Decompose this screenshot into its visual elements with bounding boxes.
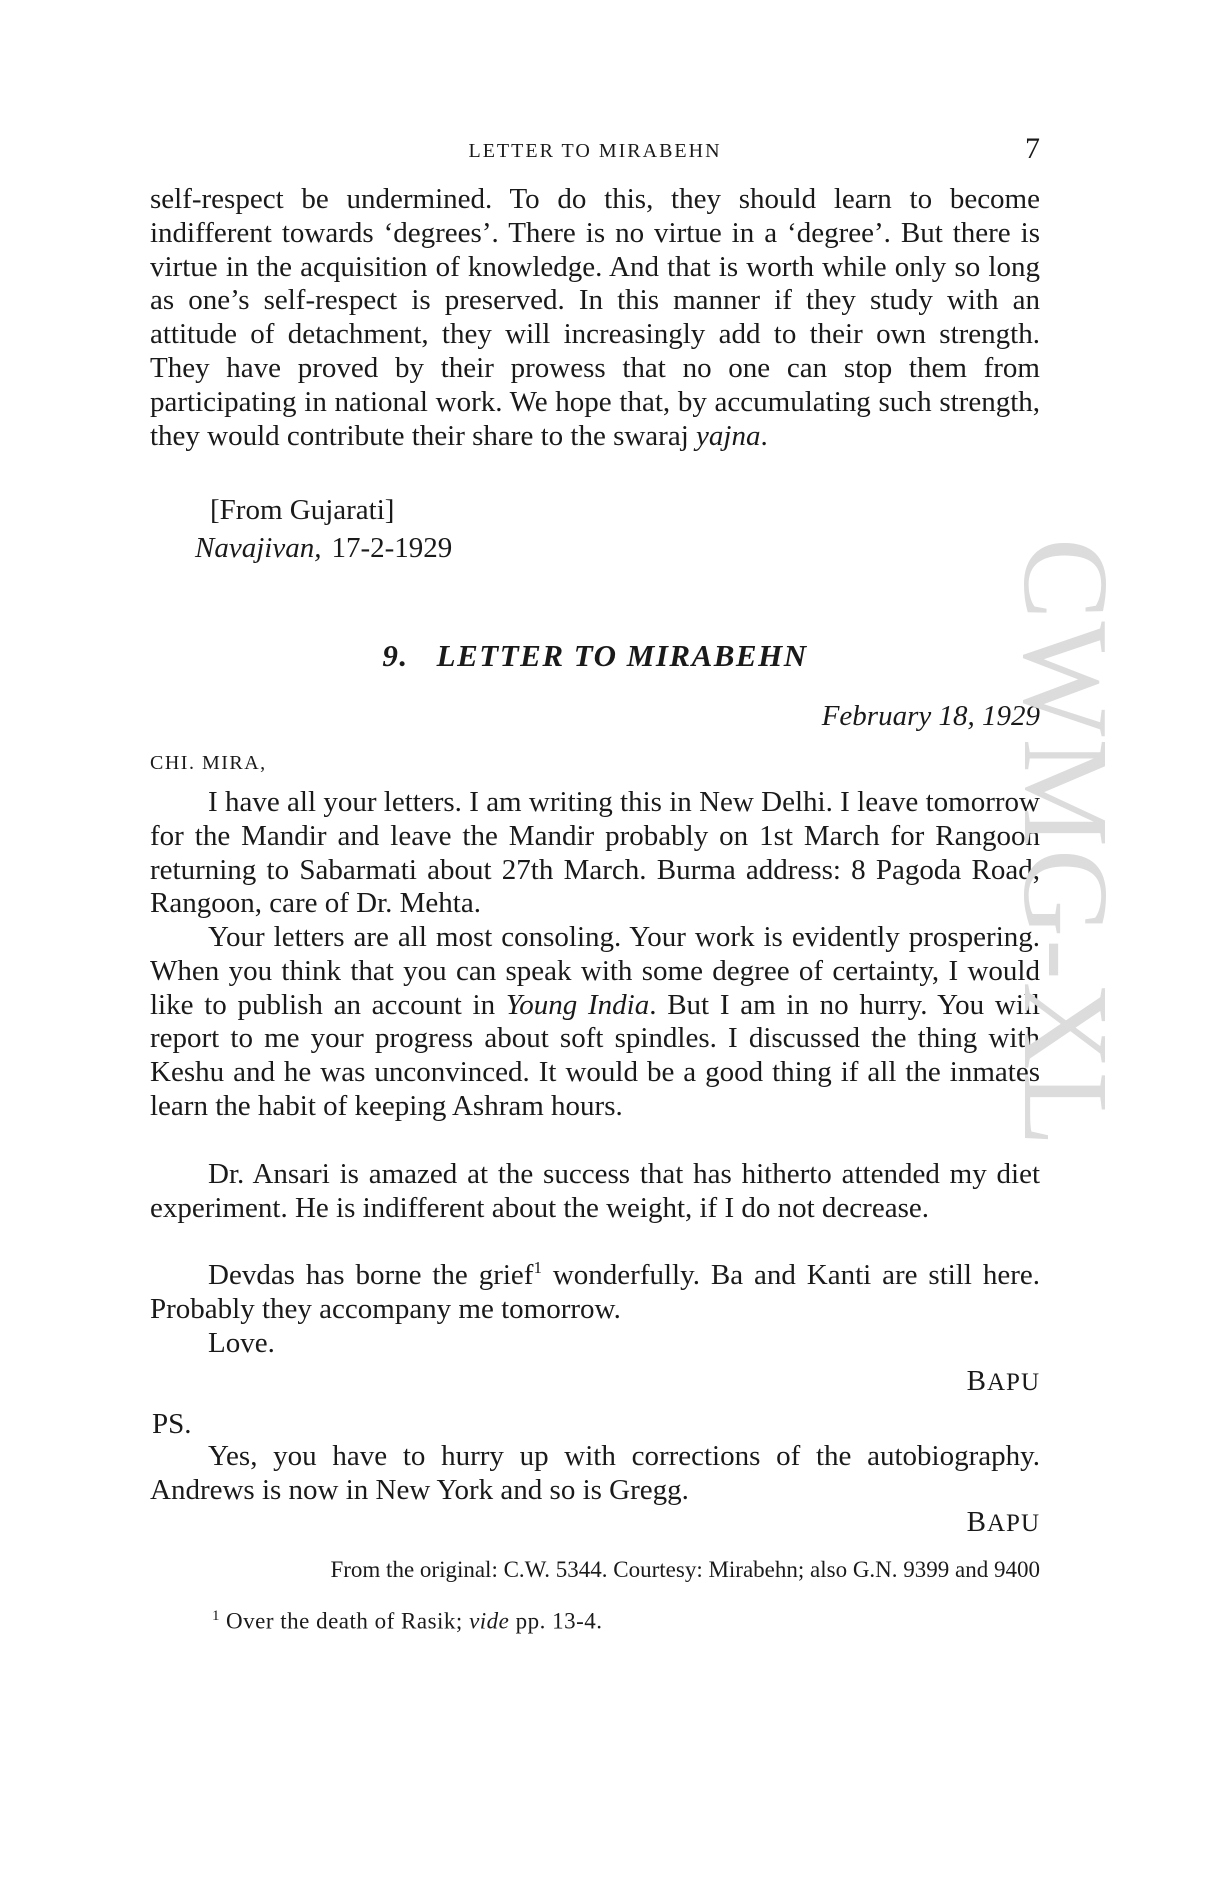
ps-paragraph: Yes, you have to hurry up with corrections of the autobiography. Andrews is now in New York and so is Gregg. [150, 1440, 1040, 1506]
publication-date: 17-2-1929 [331, 532, 453, 564]
young-india-italic: Young India [505, 988, 650, 1021]
paragraph-4-text-b: wonderfully. Ba and Kanti are still here. Probably they accompany me tomorrow. [150, 1259, 1040, 1325]
watermark: CWMG-XL [998, 538, 1133, 1149]
yajna-italic: yajna [696, 419, 761, 452]
running-head [150, 132, 1040, 176]
letter-paragraph-4 [150, 1259, 1040, 1327]
page-number: 7 [1025, 132, 1040, 165]
letter-paragraph-1: I have all your letters. I am writing this in New Delhi. I leave tomorrow for the Mandir and leave the Mandir probably on 1st March for Rangoon returning to Sabarmati about 27th March. Burma address: 8 Pagoda Road, Rangoon, care of Dr. Mehta. [150, 786, 1040, 920]
footnote-text-b: pp. 13-4. [515, 1608, 603, 1634]
letter-paragraph-2 [150, 921, 1040, 1124]
closing-love: Love. [208, 1327, 275, 1359]
ps-signature [967, 1506, 1040, 1539]
signature-initial: B [966, 1365, 987, 1397]
provenance-note: From the original: C.W. 5344. Courtesy: Mirabehn; also G.N. 9399 and 9400 [330, 1557, 1040, 1582]
running-title: LETTER TO MIRABEHN [468, 140, 722, 162]
letter-title: LETTER TO MIRABEHN [436, 638, 808, 673]
ps-signature-initial: B [966, 1506, 987, 1538]
letter-number: 9. [382, 638, 409, 673]
source-note: [From Gujarati] [210, 494, 395, 526]
ps-signature-rest: APU [986, 1510, 1040, 1537]
salutation: CHI. MIRA, [150, 752, 267, 774]
letter-date: February 18, 1929 [821, 700, 1040, 732]
paragraph-2-text-b: . But I am in no hurry. You will report to me your progress about soft spindles. I discussed the thing with Keshu and he was unconvinced. It would be a good thing if all the inmates learn the habit of keeping Ashram hours. [150, 988, 1041, 1122]
ps-label: PS. [152, 1408, 192, 1440]
footnote [212, 1608, 603, 1635]
signature-rest: APU [986, 1369, 1040, 1396]
previous-item-closing-paragraph: self-respect be undermined. To do this, they should learn to become indifferent towards ‘degrees’. There is no virtue in a ‘degree’. But there is virtue in the acquisition of knowledge. And that is worth while only so long as one’s self-respect is preserved. In this manner if they study with an attitude of detachment, they will increasingly add to their own strength. They have proved by their prowess that no one can stop them from participating in national work. We hope that, by accumulating such strength, they would contribute their share to the swaraj yajna. [150, 183, 1040, 452]
closing-paragraph-text: self-respect be undermined. To do this, they should learn to become indifferent towards ‘degrees’. There is no virtue in a ‘degree’. But there is virtue in the acquisition of knowledge. And that is worth while only so long as one’s self-respect is preserved. In this manner if they study with an attitude of detachment, they will increasingly add to their own strength. They have proved by their prowess that no one can stop them from participating in national work. We hope that, by accumulating such strength, they would contribute their share to the swaraj [150, 183, 1040, 452]
signature [967, 1365, 1040, 1398]
paragraph-2-text-a: Your letters are all most consoling. Your work is evidently prospering. When you think that you can speak with some degree of certainty, I would like to publish an account in [150, 921, 1040, 1021]
footnote-text-a: Over the death of Rasik; [226, 1608, 463, 1634]
publication-name: Navajivan, [195, 532, 322, 564]
publication-dateline [195, 532, 452, 565]
letter-paragraph-3: Dr. Ansari is amazed at the success that has hitherto attended my diet experiment. He is indifferent about the weight, if I do not decrease. [150, 1158, 1040, 1224]
letter-heading [150, 638, 1040, 674]
footnote-vide: vide [469, 1608, 510, 1634]
paragraph-4-text-a: Devdas has borne the grief [208, 1259, 534, 1291]
footnote-number: 1 [212, 1608, 220, 1624]
footnote-marker: 1 [533, 1258, 542, 1277]
